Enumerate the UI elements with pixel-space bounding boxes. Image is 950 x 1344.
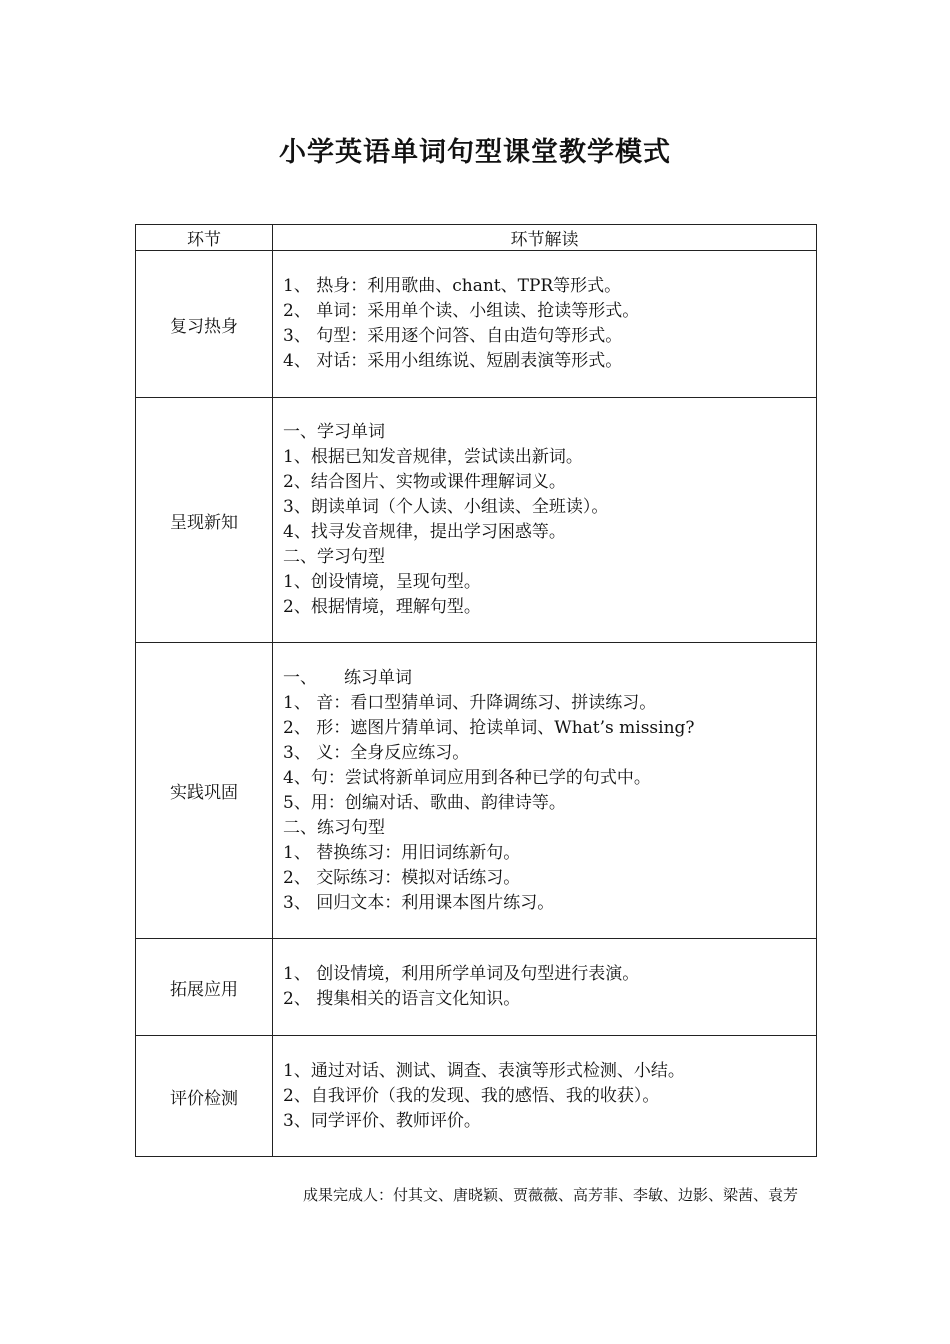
table-row — [136, 1036, 817, 1157]
content-line: 1、创设情境，呈现句型。 — [283, 572, 481, 592]
content-line: 1、 创设情境，利用所学单词及句型进行表演。 — [283, 964, 640, 984]
content-line: 3、 句型：采用逐个问答、自由造句等形式。 — [283, 326, 623, 346]
content-line: 2、根据情境，理解句型。 — [283, 597, 481, 617]
content-line: 1、 替换练习：用旧词练新句。 — [283, 842, 521, 863]
content-line: 5、用：创编对话、歌曲、韵律诗等。 — [283, 792, 566, 813]
content-line: 一、 练习单词 — [283, 667, 413, 688]
document-title: 小学英语单词句型课堂教学模式 — [279, 137, 671, 168]
interpretation-cell — [273, 1036, 817, 1157]
content-line: 2、 单词：采用单个读、小组读、抢读等形式。 — [283, 301, 640, 321]
content-line: 二、学习句型 — [283, 547, 385, 567]
stage-cell: 评价检测 — [136, 1036, 273, 1157]
authors-footer: 成果完成人：付其文、唐晓颖、贾薇薇、高芳菲、李敏、边影、梁茜、袁芳 — [302, 1186, 798, 1204]
content-line: 3、 回归文本：利用课本图片练习。 — [283, 892, 555, 913]
teaching-mode-table — [135, 224, 817, 1157]
stage-cell: 实践巩固 — [136, 643, 273, 939]
content-line: 2、结合图片、实物或课件理解词义。 — [283, 472, 566, 492]
table-row — [136, 939, 817, 1036]
table-row — [136, 643, 817, 939]
table-row — [136, 251, 817, 398]
content-line: 一、学习单词 — [283, 422, 385, 442]
content-line: 2、 形：遮图片猜单词、抢读单词、What’s missing? — [283, 717, 695, 738]
content-line: 4、 对话：采用小组练说、短剧表演等形式。 — [283, 351, 623, 371]
stage-cell: 呈现新知 — [136, 398, 273, 643]
stage-cell: 复习热身 — [136, 251, 273, 398]
header-stage: 环节 — [136, 225, 273, 251]
content-line: 4、找寻发音规律，提出学习困惑等。 — [283, 522, 566, 542]
interpretation-cell — [273, 251, 817, 398]
stage-cell: 拓展应用 — [136, 939, 273, 1036]
content-line: 2、 交际练习：模拟对话练习。 — [283, 867, 521, 888]
content-line: 2、 搜集相关的语言文化知识。 — [283, 989, 521, 1009]
header-interpretation: 环节解读 — [273, 225, 817, 251]
content-line: 3、 义：全身反应练习。 — [283, 742, 470, 763]
content-line: 3、同学评价、教师评价。 — [283, 1110, 481, 1131]
content-line: 1、 音：看口型猜单词、升降调练习、拼读练习。 — [283, 692, 657, 713]
content-line: 1、 热身：利用歌曲、chant、TPR等形式。 — [283, 276, 622, 296]
content-line: 3、朗读单词（个人读、小组读、全班读）。 — [283, 497, 609, 517]
content-line: 2、自我评价（我的发现、我的感悟、我的收获）。 — [283, 1085, 660, 1106]
table-row — [136, 398, 817, 643]
content-line: 二、练习句型 — [283, 817, 385, 838]
interpretation-cell — [273, 398, 817, 643]
table-header-row — [136, 225, 817, 251]
interpretation-cell — [273, 643, 817, 939]
content-line: 1、通过对话、测试、调查、表演等形式检测、小结。 — [283, 1060, 685, 1081]
interpretation-cell — [273, 939, 817, 1036]
content-line: 4、句：尝试将新单词应用到各种已学的句式中。 — [283, 767, 651, 788]
content-line: 1、根据已知发音规律，尝试读出新词。 — [283, 447, 583, 467]
